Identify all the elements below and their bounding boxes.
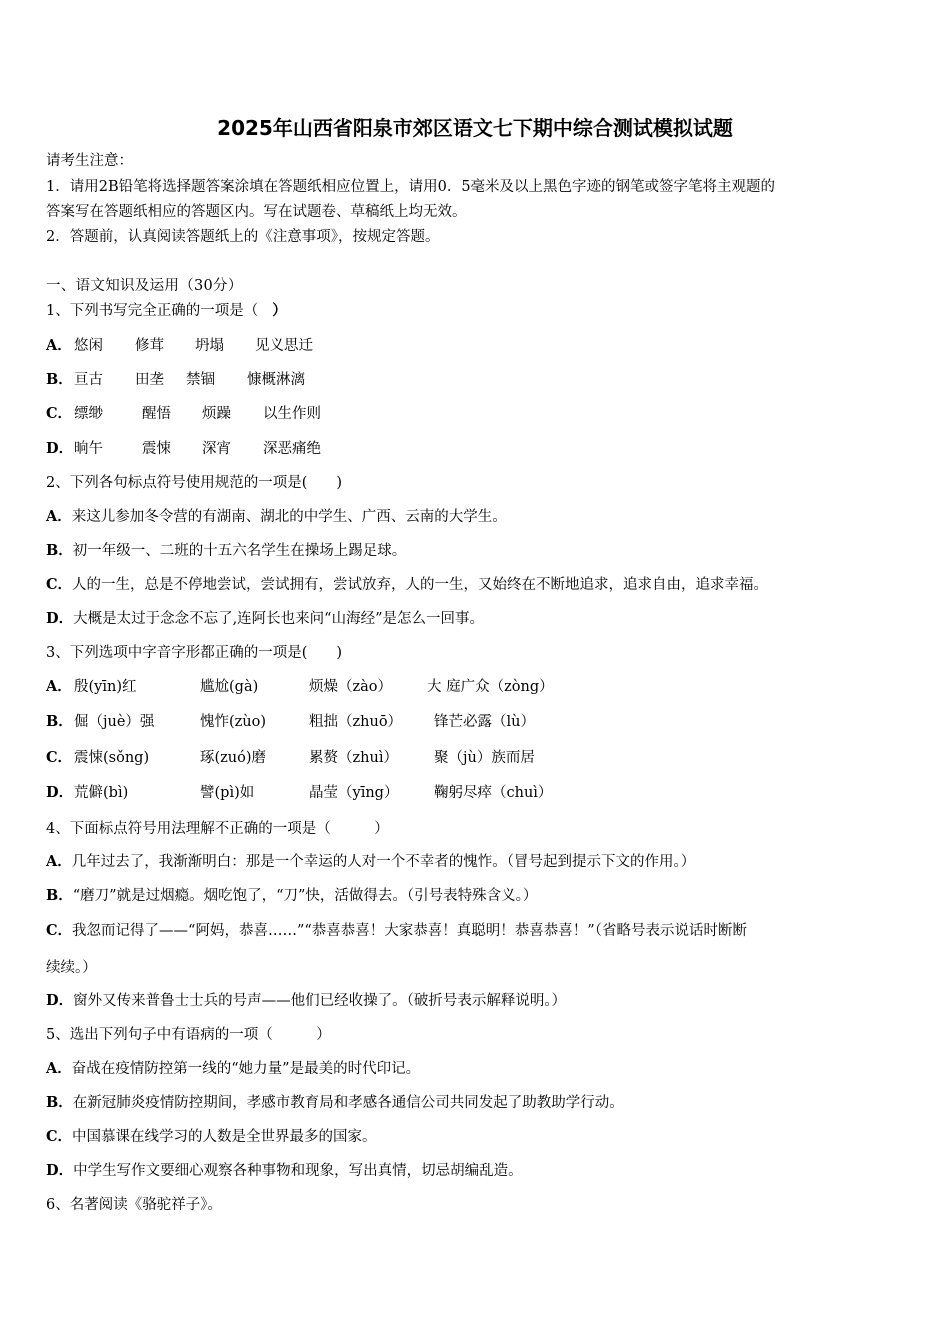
option-item: 烦躁 [202,406,231,422]
question-1-stem [46,301,287,321]
option-item: 殷(yīn)红 [74,679,137,695]
question-2-option-a [46,507,507,527]
option-text: 大概是太过于念念不忘了,连阿长也来问“山海经”是怎么一回事。 [73,611,485,627]
option-item: 聚（jù）族而居 [434,750,535,766]
option-text: 窗外又传来普鲁士士兵的号声——他们已经收操了。（破折号表示解释说明。） [73,993,567,1009]
option-text: 人的一生，总是不停地尝试，尝试拥有，尝试放弃，人的一生，又始终在不断地追求，追求自由，追求幸福。 [72,577,769,593]
option-item: 以生作则 [263,406,321,422]
question-2-option-d [46,609,484,629]
option-label: A． [46,337,72,354]
question-1-stem-text: 1、下列书写完全正确的一项是（ [46,303,259,319]
question-1-option-c [46,404,321,424]
option-item: 见义思迁 [255,338,313,354]
option-label: D． [46,784,74,801]
option-label: A． [46,678,72,695]
option-item: 晌午 [74,441,103,457]
option-item: 修茸 [135,338,164,354]
option-text: “磨刀”就是过烟瘾。烟吃饱了，“刀”快，活做得去。（引号表特殊含义。） [72,888,538,904]
option-item: 琢(zuó)磨 [200,750,267,766]
option-label: A． [46,1060,72,1077]
page-title: 2025年山西省阳泉市郊区语文七下期中综合测试模拟试题 [217,116,733,140]
question-5-option-c [46,1127,377,1147]
option-item: 倔（juè）强 [74,714,155,730]
option-label: B． [46,1094,73,1111]
question-1-option-b [46,370,305,390]
option-label: B． [46,713,73,730]
option-label: C． [46,922,73,939]
option-item: 慷概淋漓 [247,372,305,388]
option-text: 中国慕课在线学习的人数是全世界最多的国家。 [72,1129,377,1145]
option-text: 初一年级一、二班的十五六名学生在操场上踢足球。 [72,543,407,559]
notice-item-1-line-2: 答案写在答题纸相应的答题区内。写在试题卷、草稿纸上均无效。 [46,204,467,220]
question-3-option-c [46,748,535,768]
option-item: 尴尬(gà) [200,679,259,695]
option-label: B． [46,542,73,559]
notice-item-2: 2．答题前，认真阅读答题纸上的《注意事项》，按规定答题。 [46,229,440,245]
question-3-option-a [46,677,554,697]
option-item: 粗拙（zhuō） [309,714,403,730]
option-text: 中学生写作文要细心观察各种事物和现象，写出真情，切忌胡编乱造。 [73,1163,523,1179]
option-item: 震悚(sǒng) [74,750,150,766]
option-item: 大 庭广众（zòng） [427,679,554,695]
question-2-option-b [46,541,406,561]
option-label: A． [46,508,72,525]
question-5-stem: 5、选出下列句子中有语病的一项（ ） [46,1027,331,1043]
question-1-option-d [46,439,321,459]
notice-heading: 请考生注意： [46,153,133,169]
option-item: 烦燥（zào） [309,679,393,695]
section-heading: 一、语文知识及运用（30分） [46,278,243,294]
option-text: 来这儿参加冬令营的有湖南、湖北的中学生、广西、云南的大学生。 [71,509,507,525]
option-item: 锋芒必露（lù） [434,714,535,730]
option-item: 缥缈 [74,406,103,422]
option-item: 田垄 [135,372,164,388]
question-1-stem-end: ） [272,302,287,319]
option-item: 晶莹（yīng） [309,785,399,801]
option-item: 醒悟 [142,406,171,422]
question-3-stem: 3、下列选项中字音字形都正确的一项是( ) [46,645,343,661]
option-item: 鞠躬尽瘁（chuì） [434,785,553,801]
question-3-option-b [46,712,535,732]
option-item: 累赘（zhuì） [309,750,398,766]
option-item: 荒僻(bì) [74,785,129,801]
question-4-option-c-continued: 续续。） [46,960,97,976]
option-label: C． [46,749,73,766]
question-5-option-b [46,1093,624,1113]
question-4-option-a [46,852,695,872]
question-6-stem: 6、名著阅读《骆驼祥子》。 [46,1197,222,1213]
question-5-option-a [46,1059,420,1079]
question-4-option-d [46,991,566,1011]
option-label: D． [46,992,74,1009]
option-text: 奋战在疫情防控第一线的“她力量”是最美的时代印记。 [71,1061,421,1077]
notice-item-1-line-1: 1．请用2B铅笔将选择题答案涂填在答题纸相应位置上，请用0．5毫米及以上黑色字迹的钢笔或签字笔将主观题的 [46,179,776,195]
option-item: 愧怍(zùo) [200,714,267,730]
option-text: 几年过去了，我渐渐明白：那是一个幸运的人对一个不幸者的愧怍。（冒号起到提示下文的作用。） [71,854,696,870]
question-2-stem: 2、下列各句标点符号使用规范的一项是( ) [46,475,343,491]
option-item: 悠闲 [74,338,103,354]
option-item: 亘古 [74,372,103,388]
option-item: 坍塌 [195,338,224,354]
question-4-option-c [46,921,747,941]
question-2-option-c [46,575,768,595]
question-3-option-d [46,783,553,803]
option-text: 在新冠肺炎疫情防控期间，孝感市教育局和孝感各通信公司共同发起了助教助学行动。 [72,1095,624,1111]
option-label: B． [46,371,73,388]
option-label: D． [46,440,74,457]
question-1-option-a [46,336,313,356]
question-5-option-d [46,1161,523,1181]
option-label: C． [46,1128,73,1145]
option-label: C． [46,576,73,593]
option-label: D． [46,1162,74,1179]
option-label: A． [46,853,72,870]
option-label: B． [46,887,73,904]
option-item: 禁锢 [186,372,215,388]
option-item: 深恶痛绝 [263,441,321,457]
question-4-stem: 4、下面标点符号用法理解不正确的一项是（ ） [46,821,389,837]
question-4-option-b [46,886,537,906]
option-item: 震悚 [142,441,171,457]
option-item: 深宵 [202,441,231,457]
option-text: 我忽而记得了——“阿妈，恭喜……”“恭喜恭喜！大家恭喜！真聪明！恭喜恭喜！”（省略号表示说话时断断 [72,923,747,939]
option-item: 譬(pì)如 [200,785,255,801]
option-label: C． [46,405,73,422]
option-label: D． [46,610,74,627]
